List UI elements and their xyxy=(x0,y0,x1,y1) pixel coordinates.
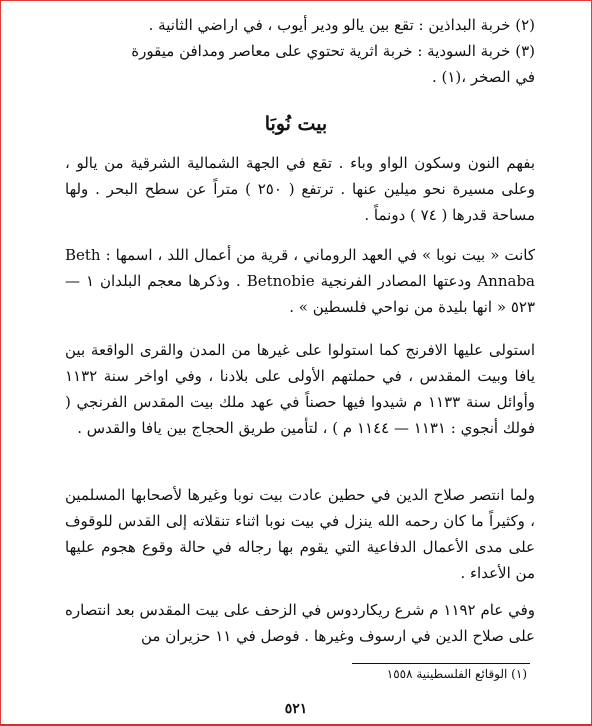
paragraph-text: ولما انتصر صلاح الدين في حطين عادت بيت نوبا وغيرها لأصحابها المسلمين ، وكثيراً ما كان رحمه الله ينزل في بيت نوبا اثناء تنقلاته إلى القدس للوقوف على مدى الأعمال الدفاعية التي يقوم بها رجاله في حالة وقوع هجوم عليها من الأعداء . xyxy=(65,486,535,582)
page-number: ٥٢١ xyxy=(284,701,308,717)
paragraph-text: كانت « بيت نوبا » في العهد الروماني ، قرية من أعمال اللد ، اسمها : Beth Annaba ودعتها المصادر الفرنجية Betnobie . وذكرها معجم البلدان ١ — ٥٢٣ « انها بليدة من نواحي فلسطين » . xyxy=(65,246,535,316)
list-item-3: (٣) خربة السودية : خربة اثرية تحتوي على معاصر ومدافن ميقورة xyxy=(131,42,535,60)
footnote-separator xyxy=(352,663,530,664)
paragraph-text: استولى عليها الافرنج كما استولوا على غيرها من المدن والقرى الواقعة بين يافا وبيت المقدس ، في حملتهم الأولى على بلادنا ، وفي اواخر سنة ١١٣٢ وأوائل سنة ١١٣٣ م شيدوا فيها حصناً في عهد ملك بيت المقدس الفرنجي ( فولك أنجوي : ١١٣١ — ١١٤٤ م ) ، لتأمين طريق الحجاج بين يافا والقدس . xyxy=(65,341,535,437)
paragraph-text: بفهم النون وسكون الواو وباء . تقع في الجهة الشمالية الشرقية من يالو ، وعلى مسيرة نحو ميلين عنها . ترتفع ( ٢٥٠ ) متراً عن سطح البحر . ولها مساحة قدرها ( ٧٤ ) دونماً . xyxy=(65,154,535,224)
numbered-list xyxy=(65,12,535,90)
list-item-2: (٢) خربة البداذين : تقع بين يالو ودير أيوب ، في اراضي الثانية . xyxy=(148,16,535,34)
paragraph-2 xyxy=(65,242,535,320)
paragraph-text: وفي عام ١١٩٢ م شرع ريكاردوس في الزحف على بيت المقدس بعد انتصاره على صلاح الدين في ارسوف وغيرها . فوصل في ١١ حزيران من xyxy=(65,601,535,645)
footnote: (١) الوقائع الفلسطينية ١٥٥٨ xyxy=(386,667,527,681)
paragraph-1 xyxy=(65,150,535,228)
section-title: بيت نُوبَا xyxy=(264,113,328,135)
paragraph-4 xyxy=(65,482,535,586)
paragraph-3 xyxy=(65,337,535,441)
list-item-3-continuation: في الصخر ،(١) . xyxy=(431,68,535,86)
paragraph-5 xyxy=(65,597,535,649)
